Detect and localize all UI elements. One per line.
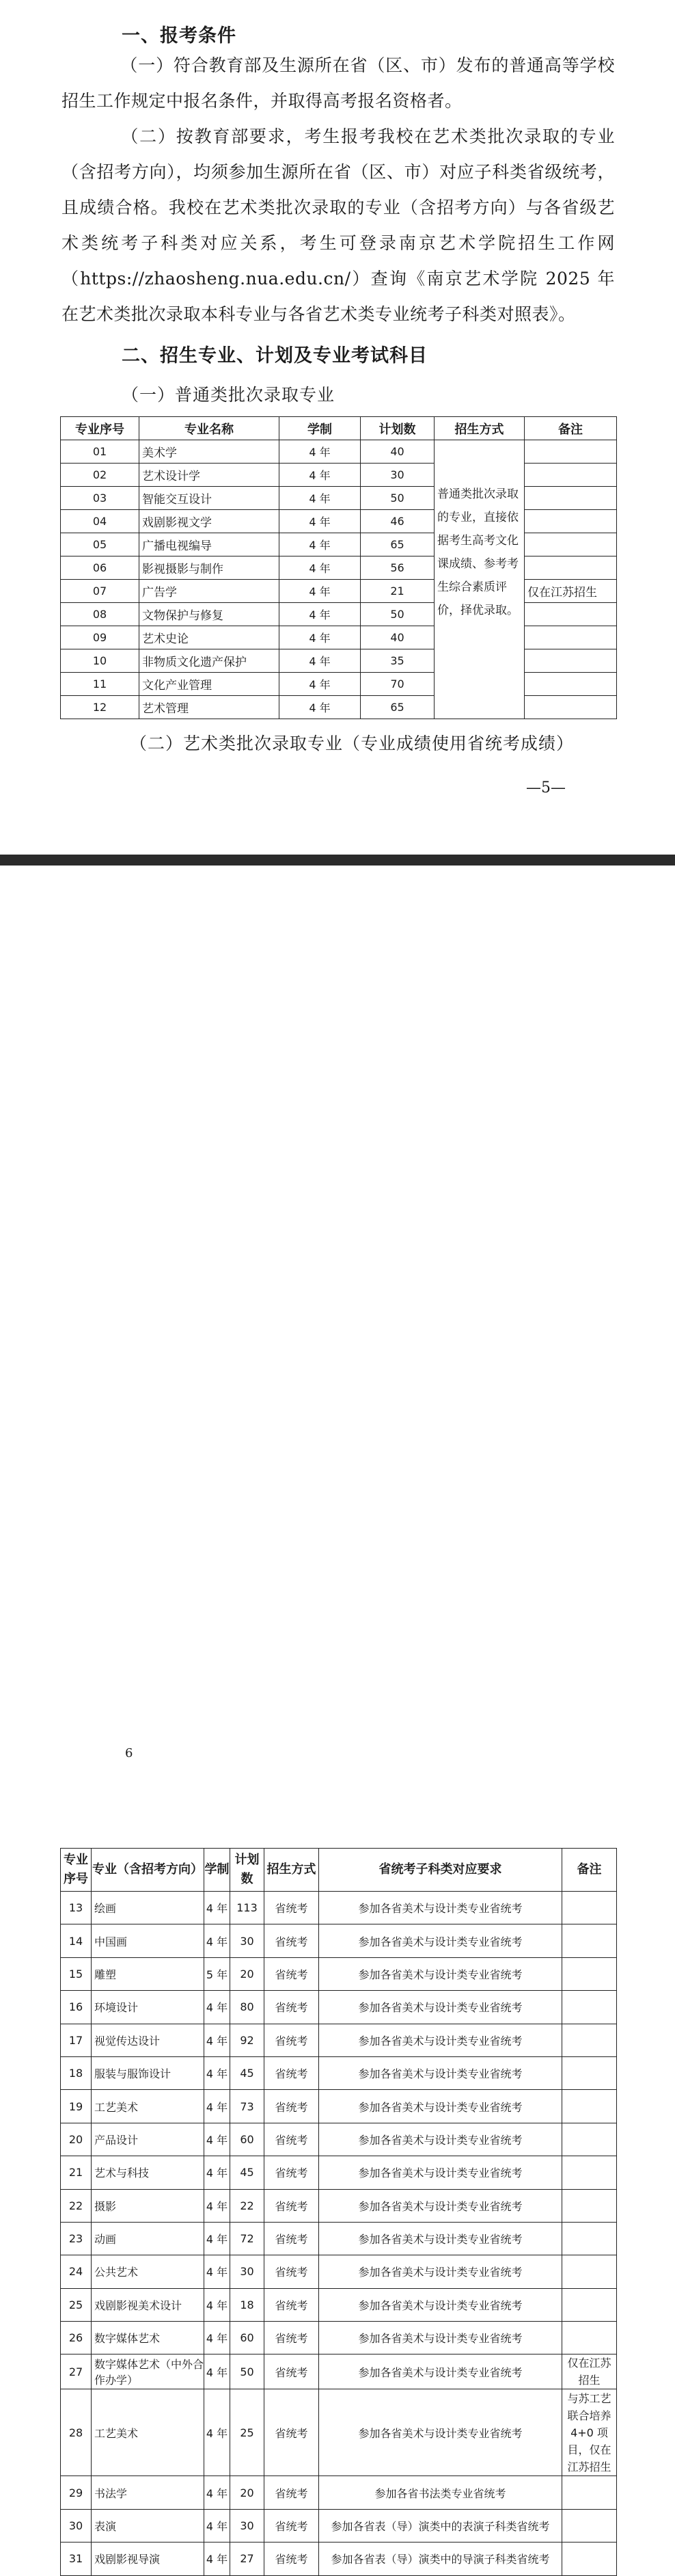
cell-no: 26 — [61, 2322, 92, 2354]
document-page-6 — [0, 866, 675, 2566]
cell-no: 19 — [61, 2090, 92, 2123]
cell-no: 05 — [61, 533, 139, 556]
cell-method: 省统考 — [264, 2354, 319, 2389]
cell-years: 4 年 — [204, 2222, 230, 2255]
cell-note — [562, 2543, 617, 2575]
cell-requirement: 参加各省美术与设计类专业省统考 — [319, 2090, 562, 2123]
cell-plan: 35 — [361, 649, 435, 673]
cell-method: 省统考 — [264, 2476, 319, 2509]
cell-plan: 25 — [230, 2389, 264, 2476]
cell-no: 11 — [61, 673, 139, 696]
subheading-art-batch: （二）艺术类批次录取专业（专业成绩使用省统考成绩） — [130, 734, 575, 753]
cell-name: 戏剧影视文学 — [139, 510, 279, 533]
table-row — [61, 580, 617, 603]
cell-years: 4 年 — [279, 580, 361, 603]
cell-method: 省统考 — [264, 2123, 319, 2156]
cell-note — [562, 2322, 617, 2354]
cell-no: 24 — [61, 2255, 92, 2288]
cell-name: 数字媒体艺术（中外合作办学） — [92, 2354, 204, 2389]
cell-no: 14 — [61, 1924, 92, 1957]
cell-name: 艺术与科技 — [92, 2156, 204, 2189]
cell-no: 04 — [61, 510, 139, 533]
cell-note — [562, 1957, 617, 1990]
table-row — [61, 649, 617, 673]
cell-plan: 46 — [361, 510, 435, 533]
table-row — [61, 2476, 617, 2509]
cell-no: 15 — [61, 1957, 92, 1990]
cell-years: 4 年 — [204, 2509, 230, 2542]
cell-note — [525, 556, 617, 580]
cell-note — [525, 440, 617, 464]
table-row — [61, 1957, 617, 1990]
cell-name: 戏剧影视导演 — [92, 2543, 204, 2575]
cell-note — [562, 1892, 617, 1924]
cell-note — [562, 2509, 617, 2542]
cell-note — [562, 2288, 617, 2321]
table-row — [61, 2354, 617, 2389]
header-note: 备注 — [562, 1849, 617, 1892]
cell-no: 18 — [61, 2056, 92, 2089]
cell-plan: 70 — [361, 673, 435, 696]
cell-plan: 50 — [361, 487, 435, 510]
cell-note — [525, 533, 617, 556]
cell-name: 绘画 — [92, 1892, 204, 1924]
cell-years: 4 年 — [279, 487, 361, 510]
cell-plan: 40 — [361, 440, 435, 464]
table-row — [61, 2024, 617, 2056]
cell-years: 4 年 — [279, 556, 361, 580]
cell-name: 书法学 — [92, 2476, 204, 2509]
table-row — [61, 2389, 617, 2476]
header-requirement: 省统考子科类对应要求 — [319, 1849, 562, 1892]
header-no: 专业序号 — [61, 1849, 92, 1892]
cell-note — [562, 2024, 617, 2056]
cell-years: 4 年 — [279, 533, 361, 556]
cell-years: 4 年 — [204, 1991, 230, 2024]
cell-requirement: 参加各省表（导）演类中的导演子科类省统考 — [319, 2543, 562, 2575]
cell-plan: 27 — [230, 2543, 264, 2575]
table-row — [61, 2288, 617, 2321]
cell-name: 数字媒体艺术 — [92, 2322, 204, 2354]
cell-no: 25 — [61, 2288, 92, 2321]
cell-name: 文化产业管理 — [139, 673, 279, 696]
cell-requirement: 参加各省美术与设计类专业省统考 — [319, 2156, 562, 2189]
section-heading-requirements: 一、报考条件 — [122, 25, 236, 46]
general-batch-table — [60, 416, 617, 719]
cell-plan: 113 — [230, 1892, 264, 1924]
table-row — [61, 2123, 617, 2156]
cell-no: 09 — [61, 626, 139, 649]
cell-years: 4 年 — [204, 2288, 230, 2321]
cell-no: 23 — [61, 2222, 92, 2255]
cell-note — [525, 649, 617, 673]
cell-method: 省统考 — [264, 2090, 319, 2123]
cell-note — [562, 2123, 617, 2156]
cell-requirement: 参加各省美术与设计类专业省统考 — [319, 1924, 562, 1957]
cell-plan: 65 — [361, 696, 435, 719]
cell-note — [562, 2189, 617, 2222]
table-row — [61, 2543, 617, 2575]
cell-note — [562, 2476, 617, 2509]
cell-years: 4 年 — [204, 2476, 230, 2509]
cell-note — [562, 1991, 617, 2024]
cell-method: 普通类批次录取的专业，直接依据考生高考文化课成绩、参考考生综合素质评价，择优录取。 — [435, 440, 525, 719]
cell-no: 20 — [61, 2123, 92, 2156]
cell-plan: 92 — [230, 2024, 264, 2056]
cell-method: 省统考 — [264, 2288, 319, 2321]
cell-method: 省统考 — [264, 2024, 319, 2056]
cell-years: 4 年 — [279, 440, 361, 464]
document-page-5 — [0, 0, 675, 855]
cell-name: 美术学 — [139, 440, 279, 464]
cell-note — [562, 2222, 617, 2255]
table-row — [61, 673, 617, 696]
cell-plan: 45 — [230, 2156, 264, 2189]
cell-no: 10 — [61, 649, 139, 673]
cell-years: 4 年 — [204, 2354, 230, 2389]
cell-note: 仅在江苏招生 — [525, 580, 617, 603]
header-no: 专业序号 — [61, 417, 139, 440]
table-row — [61, 2189, 617, 2222]
cell-name: 中国画 — [92, 1924, 204, 1957]
cell-requirement: 参加各省美术与设计类专业省统考 — [319, 2222, 562, 2255]
cell-plan: 21 — [361, 580, 435, 603]
cell-note: 与苏工艺联合培养4+0 项目，仅在江苏招生 — [562, 2389, 617, 2476]
cell-plan: 50 — [230, 2354, 264, 2389]
table-row — [61, 464, 617, 487]
subheading-general-batch: （一）普通类批次录取专业 — [122, 385, 335, 405]
cell-name: 环境设计 — [92, 1991, 204, 2024]
table-row — [61, 2322, 617, 2354]
section-heading-majors: 二、招生专业、计划及专业考试科目 — [122, 345, 428, 366]
cell-method: 省统考 — [264, 1892, 319, 1924]
cell-plan: 30 — [230, 2509, 264, 2542]
cell-years: 4 年 — [204, 2255, 230, 2288]
header-method: 招生方式 — [435, 417, 525, 440]
cell-note — [525, 487, 617, 510]
cell-name: 智能交互设计 — [139, 487, 279, 510]
cell-method: 省统考 — [264, 2255, 319, 2288]
cell-note: 仅在江苏招生 — [562, 2354, 617, 2389]
cell-name: 摄影 — [92, 2189, 204, 2222]
cell-name: 艺术史论 — [139, 626, 279, 649]
cell-name: 广播电视编导 — [139, 533, 279, 556]
table-row — [61, 533, 617, 556]
cell-plan: 30 — [230, 1924, 264, 1957]
cell-note — [525, 603, 617, 626]
table-header-row — [61, 1849, 617, 1892]
table-row — [61, 2156, 617, 2189]
paragraph-requirement-1 — [61, 48, 615, 119]
cell-no: 21 — [61, 2156, 92, 2189]
cell-years: 4 年 — [279, 510, 361, 533]
cell-method: 省统考 — [264, 2222, 319, 2255]
table-row — [61, 2056, 617, 2089]
cell-method: 省统考 — [264, 1991, 319, 2024]
table-row — [61, 2509, 617, 2542]
cell-no: 07 — [61, 580, 139, 603]
table-row — [61, 510, 617, 533]
cell-no: 06 — [61, 556, 139, 580]
cell-method: 省统考 — [264, 2156, 319, 2189]
cell-method: 省统考 — [264, 2509, 319, 2542]
paragraph-requirement-2 — [61, 119, 615, 332]
table-row — [61, 603, 617, 626]
cell-no: 16 — [61, 1991, 92, 2024]
page-number: —5— — [526, 779, 566, 796]
cell-note — [562, 2056, 617, 2089]
cell-years: 4 年 — [204, 2543, 230, 2575]
cell-requirement: 参加各省美术与设计类专业省统考 — [319, 2024, 562, 2056]
cell-method: 省统考 — [264, 1924, 319, 1957]
cell-note — [562, 1924, 617, 1957]
cell-plan: 18 — [230, 2288, 264, 2321]
cell-no: 17 — [61, 2024, 92, 2056]
table-row — [61, 2222, 617, 2255]
table-row — [61, 556, 617, 580]
cell-name: 影视摄影与制作 — [139, 556, 279, 580]
cell-no: 29 — [61, 2476, 92, 2509]
cell-requirement: 参加各省美术与设计类专业省统考 — [319, 2189, 562, 2222]
cell-no: 31 — [61, 2543, 92, 2575]
cell-plan: 20 — [230, 1957, 264, 1990]
cell-plan: 20 — [230, 2476, 264, 2509]
cell-method: 省统考 — [264, 1957, 319, 1990]
cell-years: 4 年 — [204, 2123, 230, 2156]
cell-plan: 30 — [230, 2255, 264, 2288]
cell-requirement: 参加各省书法类专业省统考 — [319, 2476, 562, 2509]
art-batch-table — [60, 1848, 617, 2576]
page-number: 6 — [125, 1746, 133, 1760]
cell-method: 省统考 — [264, 2543, 319, 2575]
cell-years: 4 年 — [204, 2389, 230, 2476]
cell-no: 13 — [61, 1892, 92, 1924]
cell-name: 工艺美术 — [92, 2389, 204, 2476]
cell-requirement: 参加各省美术与设计类专业省统考 — [319, 2255, 562, 2288]
cell-plan: 65 — [361, 533, 435, 556]
paragraph-text: （二）按教育部要求，考生报考我校在艺术类批次录取的专业（含招考方向），均须参加生源所在省（区、市）对应子科类省级统考，且成绩合格。我校在艺术类批次录取的专业（含招考方向）与各省级艺术类统考子科类对应关系，考生可登录南京艺术学院招生工作网（https://zhaosheng.nua.edu.cn/）查询《南京艺术学院 2025 年在艺术类批次录取本科专业与各省艺术类专业统考子科类对照表》。 — [61, 126, 615, 324]
cell-name: 产品设计 — [92, 2123, 204, 2156]
header-plan: 计划数 — [230, 1849, 264, 1892]
header-method: 招生方式 — [264, 1849, 319, 1892]
cell-requirement: 参加各省美术与设计类专业省统考 — [319, 2123, 562, 2156]
cell-name: 戏剧影视美术设计 — [92, 2288, 204, 2321]
cell-plan: 22 — [230, 2189, 264, 2222]
cell-years: 4 年 — [204, 2090, 230, 2123]
cell-years: 4 年 — [204, 1892, 230, 1924]
cell-plan: 56 — [361, 556, 435, 580]
cell-note — [525, 626, 617, 649]
header-name: 专业（含招考方向） — [92, 1849, 204, 1892]
table-row — [61, 440, 617, 464]
header-years: 学制 — [279, 417, 361, 440]
cell-plan: 80 — [230, 1991, 264, 2024]
cell-plan: 73 — [230, 2090, 264, 2123]
table-row — [61, 626, 617, 649]
cell-note — [562, 2090, 617, 2123]
cell-requirement: 参加各省美术与设计类专业省统考 — [319, 2322, 562, 2354]
table-row — [61, 696, 617, 719]
cell-requirement: 参加各省美术与设计类专业省统考 — [319, 2288, 562, 2321]
table-row — [61, 1892, 617, 1924]
cell-years: 4 年 — [204, 2322, 230, 2354]
cell-name: 公共艺术 — [92, 2255, 204, 2288]
cell-name: 工艺美术 — [92, 2090, 204, 2123]
cell-requirement: 参加各省美术与设计类专业省统考 — [319, 1957, 562, 1990]
cell-name: 艺术管理 — [139, 696, 279, 719]
header-years: 学制 — [204, 1849, 230, 1892]
header-name: 专业名称 — [139, 417, 279, 440]
cell-plan: 45 — [230, 2056, 264, 2089]
table-row — [61, 487, 617, 510]
cell-method: 省统考 — [264, 2189, 319, 2222]
page-divider — [0, 855, 675, 866]
cell-name: 文物保护与修复 — [139, 603, 279, 626]
cell-name: 服装与服饰设计 — [92, 2056, 204, 2089]
cell-plan: 40 — [361, 626, 435, 649]
cell-note — [562, 2156, 617, 2189]
cell-method: 省统考 — [264, 2322, 319, 2354]
cell-plan: 50 — [361, 603, 435, 626]
cell-name: 非物质文化遗产保护 — [139, 649, 279, 673]
cell-requirement: 参加各省美术与设计类专业省统考 — [319, 1892, 562, 1924]
cell-plan: 72 — [230, 2222, 264, 2255]
cell-note — [525, 510, 617, 533]
cell-note — [562, 2255, 617, 2288]
cell-name: 雕塑 — [92, 1957, 204, 1990]
cell-no: 03 — [61, 487, 139, 510]
cell-no: 02 — [61, 464, 139, 487]
cell-no: 30 — [61, 2509, 92, 2542]
cell-method: 省统考 — [264, 2056, 319, 2089]
cell-years: 5 年 — [204, 1957, 230, 1990]
cell-requirement: 参加各省美术与设计类专业省统考 — [319, 1991, 562, 2024]
cell-note — [525, 464, 617, 487]
cell-name: 视觉传达设计 — [92, 2024, 204, 2056]
cell-name: 动画 — [92, 2222, 204, 2255]
table-row — [61, 2090, 617, 2123]
cell-years: 4 年 — [204, 1924, 230, 1957]
cell-method: 省统考 — [264, 2389, 319, 2476]
cell-years: 4 年 — [204, 2189, 230, 2222]
cell-requirement: 参加各省美术与设计类专业省统考 — [319, 2354, 562, 2389]
cell-note — [525, 673, 617, 696]
cell-requirement: 参加各省美术与设计类专业省统考 — [319, 2056, 562, 2089]
cell-plan: 30 — [361, 464, 435, 487]
cell-name: 广告学 — [139, 580, 279, 603]
cell-no: 08 — [61, 603, 139, 626]
paragraph-text: （一）符合教育部及生源所在省（区、市）发布的普通高等学校招生工作规定中报名条件，并取得高考报名资格者。 — [61, 55, 615, 111]
cell-years: 4 年 — [279, 626, 361, 649]
cell-years: 4 年 — [279, 649, 361, 673]
cell-plan: 60 — [230, 2123, 264, 2156]
cell-years: 4 年 — [204, 2156, 230, 2189]
table-row — [61, 1924, 617, 1957]
cell-no: 28 — [61, 2389, 92, 2476]
cell-requirement: 参加各省美术与设计类专业省统考 — [319, 2389, 562, 2476]
cell-years: 4 年 — [279, 464, 361, 487]
header-note: 备注 — [525, 417, 617, 440]
cell-years: 4 年 — [279, 673, 361, 696]
cell-plan: 60 — [230, 2322, 264, 2354]
cell-years: 4 年 — [279, 603, 361, 626]
cell-years: 4 年 — [279, 696, 361, 719]
table-row — [61, 2255, 617, 2288]
table-row — [61, 1991, 617, 2024]
cell-requirement: 参加各省表（导）演类中的表演子科类省统考 — [319, 2509, 562, 2542]
cell-no: 27 — [61, 2354, 92, 2389]
cell-years: 4 年 — [204, 2056, 230, 2089]
cell-no: 12 — [61, 696, 139, 719]
header-plan: 计划数 — [361, 417, 435, 440]
cell-name: 表演 — [92, 2509, 204, 2542]
cell-no: 22 — [61, 2189, 92, 2222]
cell-name: 艺术设计学 — [139, 464, 279, 487]
cell-note — [525, 696, 617, 719]
cell-no: 01 — [61, 440, 139, 464]
cell-years: 4 年 — [204, 2024, 230, 2056]
table-header-row — [61, 417, 617, 440]
